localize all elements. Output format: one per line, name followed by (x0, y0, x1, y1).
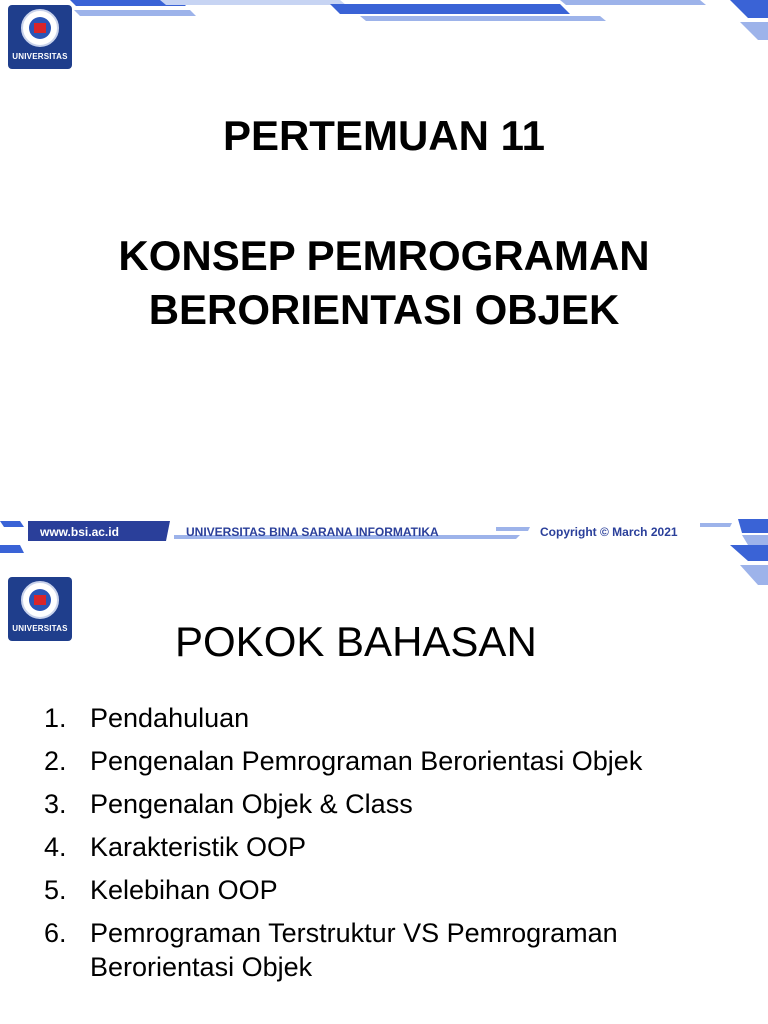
list-item: 1. Pendahuluan (44, 703, 250, 733)
logo-text: UNIVERSITAS (12, 52, 68, 61)
list-item: 3. Pengenalan Objek & Class (44, 789, 413, 819)
agenda-slide (0, 545, 768, 1024)
list-item: 2. Pengenalan Pemrograman Berorientasi Objek (44, 746, 643, 776)
slide-title: POKOK BAHASAN (175, 618, 537, 665)
header-stripes (0, 0, 768, 48)
logo-text: UNIVERSITAS (12, 624, 68, 633)
footer-organization: UNIVERSITAS BINA SARANA INFORMATIKA (186, 525, 439, 539)
list-item: 6. Pemrograman Terstruktur VS Pemrograman Berorientasi Objek (44, 918, 618, 982)
list-item: 4. Karakteristik OOP (44, 832, 307, 862)
university-crest-icon (21, 581, 59, 619)
list-item: 5. Kelebihan OOP (44, 875, 278, 905)
slide-title-line-2: BERORIENTASI OBJEK (148, 286, 620, 333)
university-crest-icon (21, 9, 59, 47)
university-logo (8, 5, 72, 69)
agenda-list (44, 701, 744, 993)
footer-url: www.bsi.ac.id (40, 525, 119, 539)
slide-title-line-1: KONSEP PEMROGRAMAN (118, 232, 650, 279)
header-stripes (0, 545, 768, 593)
slide-footer (0, 517, 768, 545)
meeting-number: PERTEMUAN 11 (222, 112, 546, 159)
footer-copyright: Copyright © March 2021 (540, 525, 678, 539)
university-logo (8, 577, 72, 641)
